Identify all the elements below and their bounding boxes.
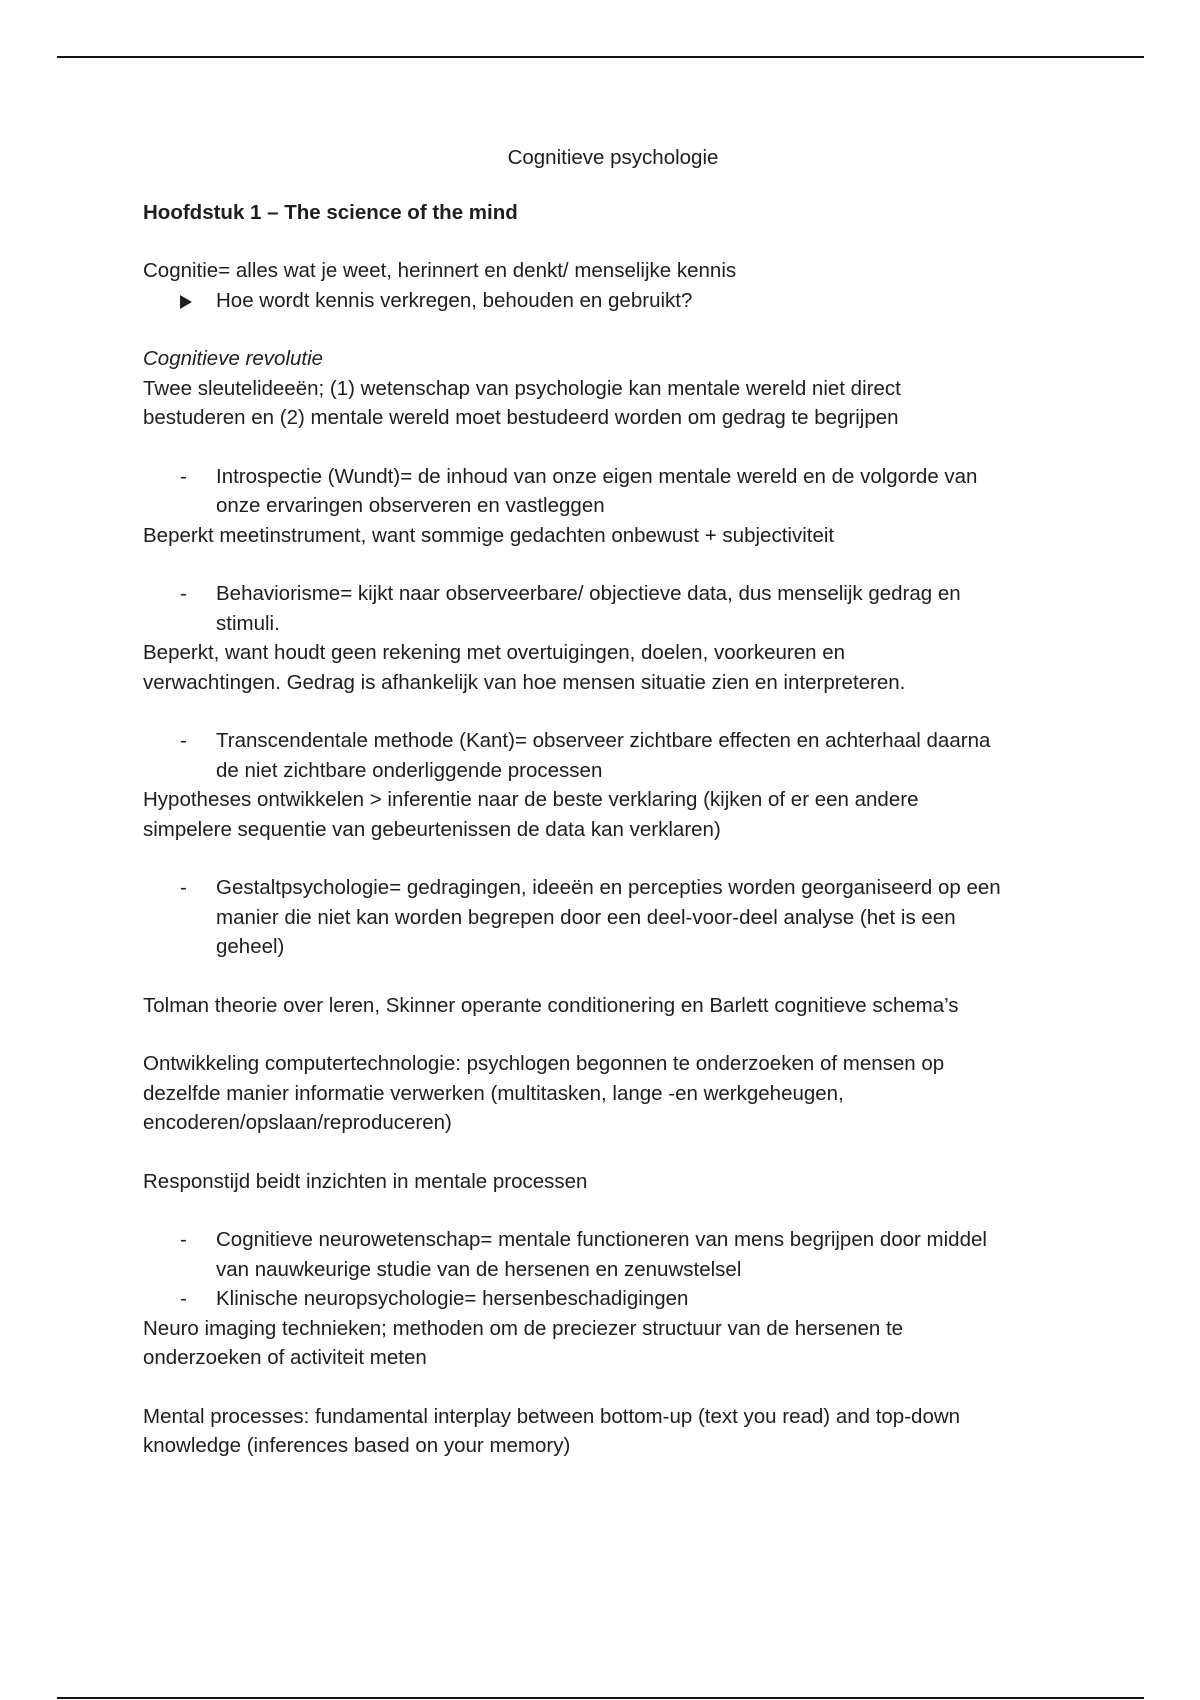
- dash-bullet: -: [180, 582, 187, 605]
- dash-bullet: -: [180, 729, 187, 752]
- computer-paragraph-line: dezelfde manier informatie verwerken (multitasken, lange -en werkgeheugen,: [143, 1081, 844, 1105]
- transcendental-note-line: simpelere sequentie van gebeurtenissen de data kan verklaren): [143, 817, 721, 841]
- chapter-heading: Hoofdstuk 1 – The science of the mind: [143, 200, 518, 224]
- neuroimaging-line: Neuro imaging technieken; methoden om de preciezer structuur van de hersenen te: [143, 1316, 904, 1340]
- dash-bullet: -: [180, 464, 187, 488]
- response-time-paragraph: Responstijd beidt inzichten in mentale processen: [143, 1169, 588, 1193]
- document-title: Cognitieve psychologie: [507, 146, 719, 169]
- mental-processes-line: knowledge (inferences based on your memory): [143, 1434, 571, 1457]
- introspection-line: onze ervaringen observeren en vastleggen: [216, 494, 605, 517]
- behaviorism-bullet: [143, 579, 1083, 638]
- revolution-heading: Cognitieve revolutie: [143, 347, 324, 370]
- cognitie-question: Hoe wordt kennis verkregen, behouden en gebruikt?: [216, 288, 693, 312]
- revolution-text-line: bestuderen en (2) mentale wereld moet bestudeerd worden om gedrag te begrijpen: [143, 406, 899, 429]
- gestalt-line: Gestaltpsychologie= gedragingen, ideeën en percepties worden georganiseerd op een: [216, 876, 1001, 899]
- introspection-line: Introspectie (Wundt)= de inhoud van onze eigen mentale wereld en de volgorde van: [216, 464, 978, 488]
- neuroscience-bullet: [143, 1225, 1083, 1284]
- behaviorism-note-line: verwachtingen. Gedrag is afhankelijk van hoe mensen situatie zien en interpreteren.: [143, 670, 906, 694]
- clinical-line: Klinische neuropsychologie= hersenbeschadigingen: [216, 1287, 689, 1310]
- transcendental-bullet: [143, 726, 1083, 785]
- clinical-bullet: [143, 1284, 1083, 1314]
- computer-paragraph-line: Ontwikkeling computertechnologie: psychlogen begonnen te onderzoeken of mensen op: [143, 1052, 945, 1075]
- introspection-bullet: [143, 462, 1083, 521]
- behaviorism-line: Behaviorisme= kijkt naar observeerbare/ objectieve data, dus menselijk gedrag en: [216, 582, 961, 605]
- gestalt-line: manier die niet kan worden begrepen door een deel-voor-deel analyse (het is een: [216, 905, 956, 929]
- transcendental-line: Transcendentale methode (Kant)= observeer zichtbare effecten en achterhaal daarna: [216, 729, 991, 752]
- dash-bullet: -: [180, 1228, 187, 1251]
- gestalt-bullet: [143, 873, 1083, 962]
- behaviorism-line: stimuli.: [216, 611, 280, 635]
- document-page: [143, 143, 1083, 1461]
- neuroimaging-line: onderzoeken of activiteit meten: [143, 1346, 427, 1369]
- gestalt-line: geheel): [216, 935, 285, 958]
- revolution-text-line: Twee sleutelideeën; (1) wetenschap van psychologie kan mentale wereld niet direct: [143, 376, 901, 400]
- dash-bullet: -: [180, 1287, 187, 1310]
- computer-paragraph-line: encoderen/opslaan/reproduceren): [143, 1111, 452, 1134]
- behaviorism-note-line: Beperkt, want houdt geen rekening met overtuigingen, doelen, voorkeuren en: [143, 641, 846, 664]
- cognitie-question-bullet: [143, 286, 1083, 316]
- introspection-note: Beperkt meetinstrument, want sommige gedachten onbewust + subjectiviteit: [143, 523, 835, 547]
- neuroscience-line: Cognitieve neurowetenschap= mentale functioneren van mens begrijpen door middel: [216, 1228, 987, 1251]
- mental-processes-line: Mental processes: fundamental interplay between bottom-up (text you read) and top-down: [143, 1404, 961, 1428]
- top-rule: [57, 56, 1144, 58]
- transcendental-note-line: Hypotheses ontwikkelen > inferentie naar de beste verklaring (kijken of er een andere: [143, 788, 919, 811]
- bottom-rule: [57, 1697, 1144, 1699]
- cognitie-definition: Cognitie= alles wat je weet, herinnert en denkt/ menselijke kennis: [143, 259, 737, 282]
- neuroscience-line: van nauwkeurige studie van de hersenen en zenuwstelsel: [216, 1257, 742, 1281]
- transcendental-line: de niet zichtbare onderliggende processen: [216, 758, 603, 782]
- tolman-paragraph: Tolman theorie over leren, Skinner operante conditionering en Barlett cognitieve schema’s: [143, 993, 959, 1017]
- dash-bullet: -: [180, 876, 187, 899]
- arrow-bullet-icon: [180, 286, 200, 316]
